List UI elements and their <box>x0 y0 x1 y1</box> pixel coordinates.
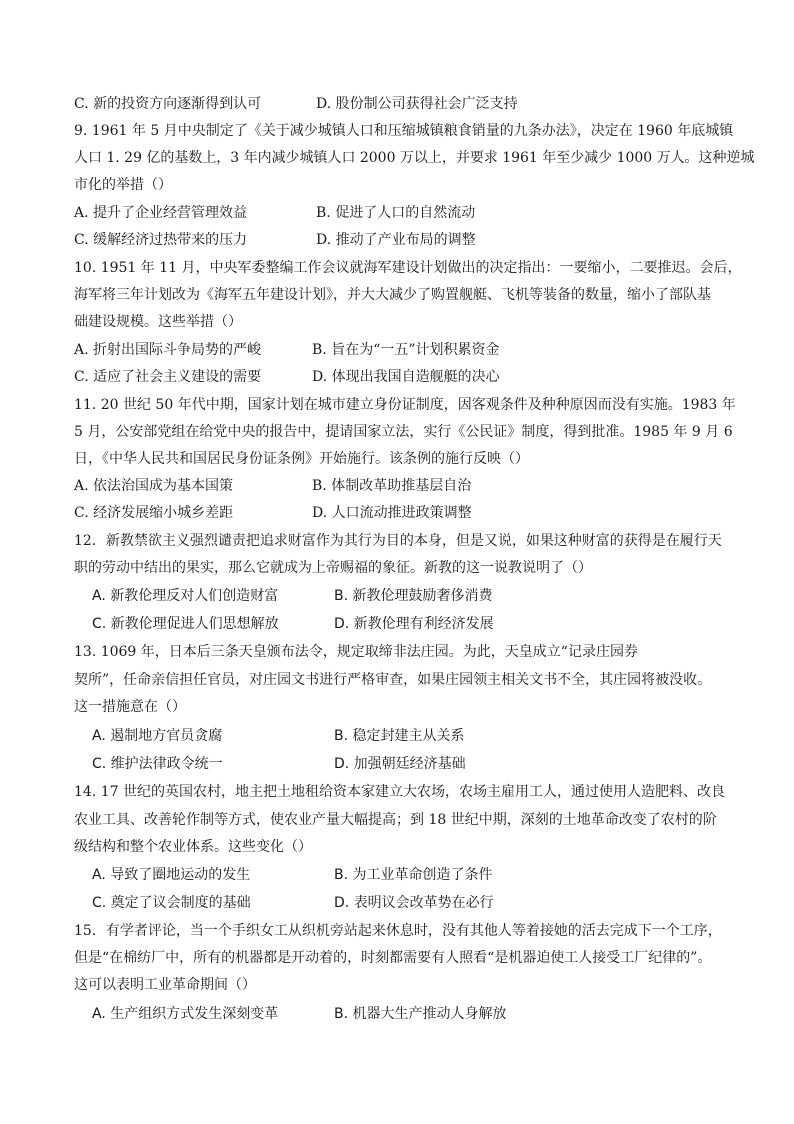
q13-stem-line-3: 这一措施意在（） <box>74 699 186 715</box>
q13-stem-line-1: 13. 1069 年，日本后三条天皇颁布法令，规定取缔非法庄园。为此，天皇成立“记录庄园券 <box>74 644 638 660</box>
q13-stem-line-2: 契所”，任命亲信担任官员，对庄园文书进行严格审查，如果庄园领主相关文书不全，其庄园将被没收。 <box>74 672 712 688</box>
q11-stem-line-3: 日，《中华人民共和国居民身份证条例》开始施行。该条例的施行反映（） <box>74 451 529 467</box>
q9-stem-line-3: 市化的举措（） <box>74 177 172 193</box>
q11-option-c: C. 经济发展缩小城乡差距 <box>74 505 234 521</box>
q9-option-b: B. 促进了人口的自然流动 <box>316 205 476 221</box>
q8-option-c: C. 新的投资方向逐渐得到认可 <box>74 96 262 112</box>
q15-stem-line-2: 但是“在棉纺厂中，所有的机器都是开动着的，时刻都需要有人照看“是机器迫使工人接受工厂纪律的”。 <box>74 950 712 966</box>
q14-option-a: A. 导致了圈地运动的发生 <box>92 867 251 883</box>
q10-option-d: D. 体现出我国自造舰艇的决心 <box>312 369 500 385</box>
q14-stem-line-2: 农业工具、改善轮作制等方式，使农业产量大幅提高；到 18 世纪中期，深刻的土地革命改变了农村的阶 <box>74 812 717 828</box>
q9-option-c: C. 缓解经济过热带来的压力 <box>74 232 248 248</box>
q11-option-b: B. 体制改革助推基层自治 <box>312 478 472 494</box>
q9-stem-line-1: 9. 1961 年 5 月中央制定了《关于减少城镇人口和压缩城镇粮食销量的九条办法》，决定在 1960 年底城镇 <box>74 123 734 139</box>
q12-option-d: D. 新教伦理有利经济发展 <box>334 616 494 632</box>
q11-stem-line-2: 5 月，公安部党组在给党中央的报告中，提请国家立法，实行《公民证》制度，得到批准。1985 年 9 月 6 <box>74 424 733 440</box>
q15-option-b: B. 机器大生产推动人身解放 <box>334 1006 507 1022</box>
q11-option-d: D. 人口流动推进政策调整 <box>312 505 472 521</box>
q13-option-b: B. 稳定封建主从关系 <box>334 728 465 744</box>
q11-option-a: A. 依法治国成为基本国策 <box>74 478 234 494</box>
q14-stem-line-3: 级结构和整个农业体系。这些变化（） <box>74 839 312 855</box>
q12-option-a: A. 新教伦理反对人们创造财富 <box>92 588 279 604</box>
q15-stem-line-1: 15．有学者评论，当一个手织女工从织机旁站起来休息时，没有其他人等着接她的活去完成下一个工序， <box>74 923 722 939</box>
q14-option-c: C. 奠定了议会制度的基础 <box>92 895 251 911</box>
q10-stem-line-3: 础建设规模。这些举措（） <box>74 314 242 330</box>
q13-option-d: D. 加强朝廷经济基础 <box>334 756 466 772</box>
q12-stem-line-2: 职的劳动中结出的果实，那么它就成为上帝赐福的象征。新教的这一说教说明了（） <box>74 560 592 576</box>
q8-option-d: D. 股份制公司获得社会广泛支持 <box>316 96 518 112</box>
q12-option-b: B. 新教伦理鼓励奢侈消费 <box>334 588 493 604</box>
q10-stem-line-2: 海军将三年计划改为《海军五年建设计划》，并大大减少了购置舰艇、飞机等装备的数量，缩小了部队基 <box>74 287 711 303</box>
q13-option-c: C. 维护法律政令统一 <box>92 756 223 772</box>
q14-stem-line-1: 14. 17 世纪的英国农村，地主把土地租给资本家建立大农场，农场主雇用工人，通过使用人造肥料、改良 <box>74 784 725 800</box>
q9-option-d: D. 推动了产业布局的调整 <box>316 232 476 248</box>
q9-stem-line-2: 人口 1. 29 亿的基数上，3 年内减少城镇人口 2000 万以上，并要求 1961 年至少减少 1000 万人。这种逆城 <box>74 150 755 166</box>
q14-option-b: B. 为工业革命创造了条件 <box>334 867 493 883</box>
q15-stem-line-3: 这可以表明工业革命期间（） <box>74 977 256 993</box>
q12-stem-line-1: 12．新教禁欲主义强烈谴责把追求财富作为其行为目的本身，但是又说，如果这种财富的获得是在履行天 <box>74 533 722 549</box>
q10-option-a: A. 折射出国际斗争局势的严峻 <box>74 342 262 358</box>
q15-option-a: A. 生产组织方式发生深刻变革 <box>92 1006 279 1022</box>
q12-option-c: C. 新教伦理促进人们思想解放 <box>92 616 279 632</box>
q14-option-d: D. 表明议会改革势在必行 <box>334 895 494 911</box>
q10-option-b: B. 旨在为“一五”计划积累资金 <box>312 342 500 358</box>
q9-option-a: A. 提升了企业经营管理效益 <box>74 205 248 221</box>
q11-stem-line-1: 11. 20 世纪 50 年代中期，国家计划在城市建立身份证制度，因客观条件及种种原因而没有实施。1983 年 <box>74 397 736 413</box>
q10-option-c: C. 适应了社会主义建设的需要 <box>74 369 262 385</box>
q10-stem-line-1: 10. 1951 年 11 月，中央军委整编工作会议就海军建设计划做出的决定指出：一要缩小，二要推迟。会后， <box>74 260 742 276</box>
q13-option-a: A. 遏制地方官员贪腐 <box>92 728 223 744</box>
